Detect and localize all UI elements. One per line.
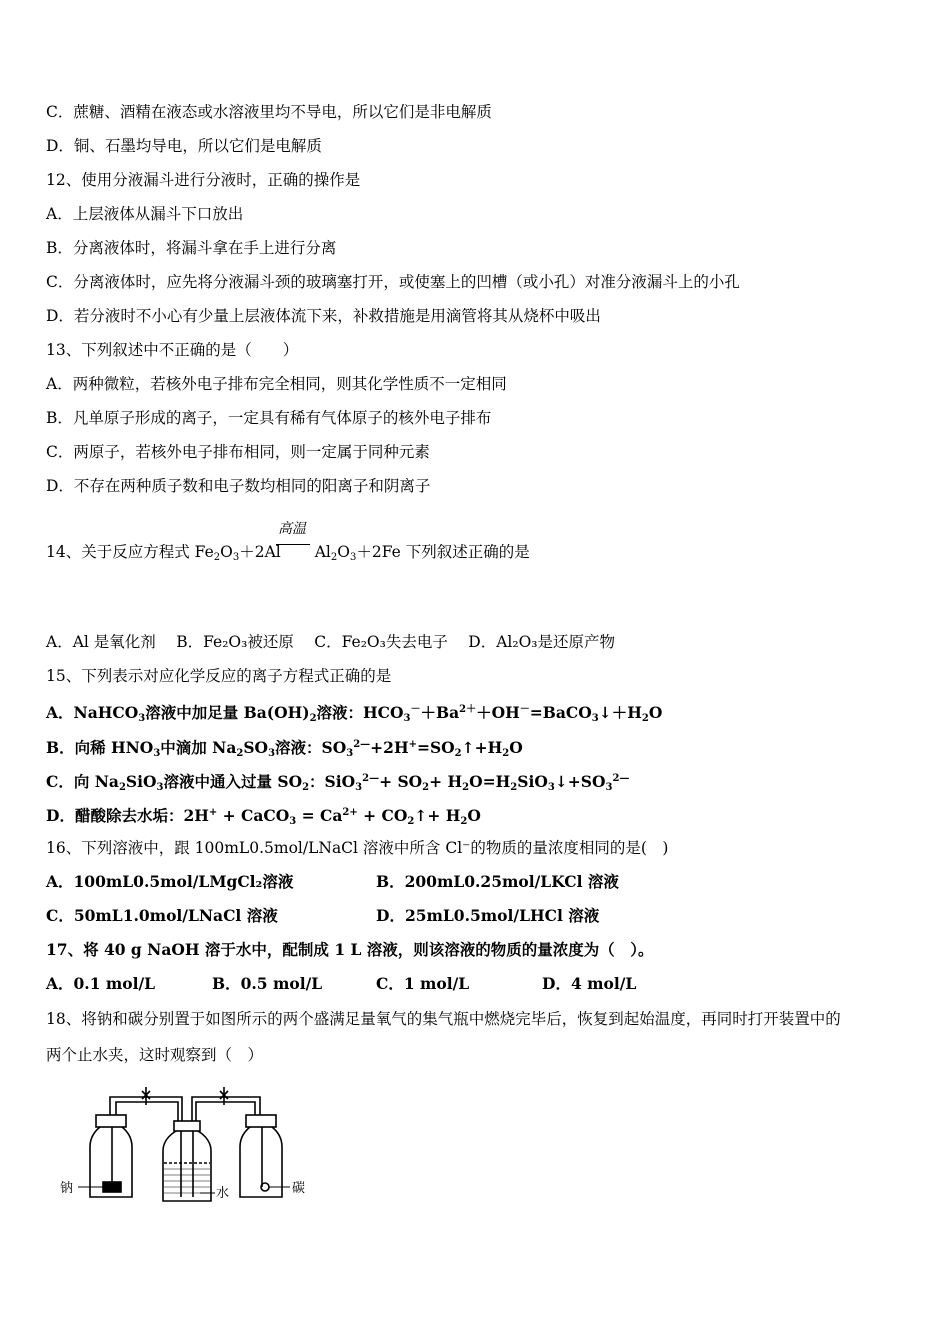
q18-stem-line1: 18、将钠和碳分别置于如图所示的两个盛满足量氧气的集气瓶中燃烧完毕后，恢复到起始温度，再同时打开装置中的: [46, 1010, 841, 1028]
q18-stem-line2: 两个止水夹，这时观察到（ ）: [46, 1046, 264, 1064]
q15-stem: 15、下列表示对应化学反应的离子方程式正确的是: [46, 667, 392, 685]
right-bottle-stopper: [246, 1115, 276, 1127]
q13-stem: 13、下列叙述中不正确的是（ ）: [46, 341, 299, 359]
q14-option-b: B．Fe₂O₃被还原: [176, 633, 294, 651]
q15-option-a: A．NaHCO$_3$溶液中加足量 $Ba(OH)_2$溶液：$HCO_3^-+Ba^{2+}+OH^-=BaCO_3↓+H_2O$: [46, 703, 663, 724]
q17-option-d: D．4 mol/L: [542, 974, 637, 993]
middle-bottle: [163, 1131, 211, 1201]
q17-option-c: C．1 mol/L: [376, 974, 470, 993]
q14-stem: 14、关于反应方程式 $Fe_2O_3+2Al$ $Al_2O_3+2Fe$ 下列叙述正确的是: [46, 543, 530, 563]
q14-option-a: A．Al 是氧化剂: [46, 633, 156, 651]
q17-stem: 17、将 40 g NaOH 溶于水中，配制成 1 L 溶液，则该溶液的物质的量浓度为（ ）。: [46, 940, 654, 959]
q13-option-a: A．两种微粒，若核外电子排布完全相同，则其化学性质不一定相同: [46, 375, 507, 393]
left-bottle-stopper: [96, 1115, 126, 1127]
q17-option-a: A．0.1 mol/L: [46, 974, 156, 993]
right-connecting-tube: [192, 1097, 260, 1121]
q14-stem-suffix: 下列叙述正确的是: [400, 543, 530, 561]
q11-option-c: C．蔗糖、酒精在液态或水溶液里均不导电，所以它们是非电解质: [46, 103, 492, 121]
q12-option-d: D．若分液时不小心有少量上层液体流下来，补救措施是用滴管将其从烧杯中吸出: [46, 307, 601, 325]
q15-option-c: C．向 $Na_2SiO_3$溶液中通入过量 $SO_2$：$SiO_3^{2—}+ SO_2+$ $H_2O=H_2SiO_3↓+SO_3^{2—}$: [46, 772, 630, 793]
q14-option-d: D．Al₂O₃是还原产物: [468, 633, 615, 651]
q12-stem: 12、使用分液漏斗进行分液时，正确的操作是: [46, 171, 361, 189]
q14-option-c: C．Fe₂O₃失去电子: [314, 633, 448, 651]
q12-option-b: B．分离液体时，将漏斗拿在手上进行分离: [46, 239, 337, 257]
gas-bottle-apparatus-diagram: [60, 1075, 320, 1210]
q15-option-b: B．向稀 $HNO_3$中滴加 $Na_2SO_3$溶液：$SO_3^{2—}+2H^+=SO_2↑+H_2O$: [46, 738, 523, 759]
label-carbon: 碳: [292, 1181, 306, 1196]
q11-option-d: D．铜、石墨均导电，所以它们是电解质: [46, 137, 322, 155]
q12-option-c: C．分离液体时，应先将分液漏斗颈的玻璃塞打开，或使塞上的凹槽（或小孔）对准分液漏斗上的小孔: [46, 273, 740, 291]
q15-option-d: D．醋酸除去水垢：2H+ + CaCO$_3$ = $Ca^{2+}$ + $CO_2↑+ H_2O$: [46, 806, 481, 827]
q16-option-d: D．25mL0.5mol/LHCl 溶液: [376, 906, 600, 925]
q13-option-d: D．不存在两种质子数和电子数均相同的阳离子和阴离子: [46, 477, 431, 495]
sodium-spoon: [103, 1182, 121, 1192]
q13-option-c: C．两原子，若核外电子排布相同，则一定属于同种元素: [46, 443, 430, 461]
q12-option-a: A．上层液体从漏斗下口放出: [46, 205, 244, 223]
label-sodium: 钠: [60, 1181, 74, 1196]
q16-stem: 16、下列溶液中，跟 100mL0.5mol/LNaCl 溶液中所含 Cl⁻的物质的量浓度相同的是( ): [46, 839, 669, 857]
q16-option-b: B．200mL0.25mol/LKCl 溶液: [376, 872, 619, 891]
q14-options: [46, 632, 615, 652]
q17-option-b: B．0.5 mol/L: [212, 974, 323, 993]
reaction-condition: 高温: [278, 521, 306, 537]
q16-option-a: A．100mL0.5mol/LMgCl₂溶液: [46, 872, 294, 891]
q16-option-c: C．50mL1.0mol/LNaCl 溶液: [46, 906, 278, 925]
q13-option-b: B．凡单原子形成的离子，一定具有稀有气体原子的核外电子排布: [46, 409, 492, 427]
middle-bottle-stopper: [174, 1121, 200, 1131]
q14-stem-prefix: 14、关于反应方程式: [46, 543, 195, 561]
label-water: 水: [216, 1186, 230, 1201]
